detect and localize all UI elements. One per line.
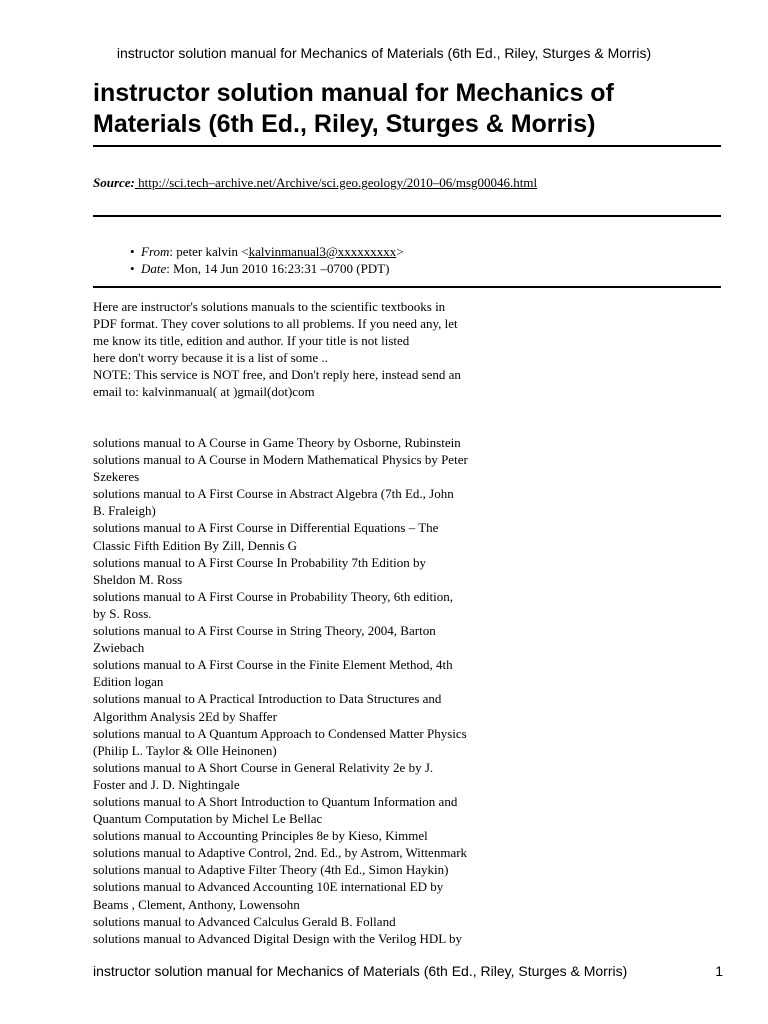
list-item-line: (Philip L. Taylor & Olle Heinonen) [93,742,277,758]
list-item-line: solutions manual to A First Course In Probability 7th Edition by [93,554,426,570]
list-item-line: Foster and J. D. Nightingale [93,776,240,792]
list-item-line: solutions manual to A Short Introduction to Quantum Information and [93,793,458,809]
source-link[interactable]: http://sci.tech–archive.net/Archive/sci.geo.geology/2010–06/msg00046.html [134,175,538,190]
intro-line: PDF format. They cover solutions to all problems. If you need any, let [93,316,458,331]
list-item-line: solutions manual to A First Course in Abstract Algebra (7th Ed., John [93,486,454,502]
list-item [93,827,513,844]
list-item-line: Quantum Computation by Michel Le Bellac [93,811,323,827]
from-end: > [396,244,404,259]
manual-list [93,434,513,947]
page-number: 1 [715,963,723,979]
footer-title: instructor solution manual for Mechanics of Materials (6th Ed., Riley, Sturges & Morris) [93,963,628,979]
bullet-icon: • [130,244,135,259]
list-item-line: Beams , Clement, Anthony, Lowensohn [93,896,300,912]
list-item-line: Classic Fifth Edition By Zill, Dennis G [93,537,298,553]
intro-line: here don't worry because it is a list of some .. [93,350,328,365]
meta-from [0,243,404,260]
intro-paragraph [93,298,513,400]
list-item-line: solutions manual to A First Course in String Theory, 2004, Barton [93,623,436,639]
meta-date [0,260,404,277]
list-item-line: B. Fraleigh) [93,503,156,519]
list-item-line: solutions manual to Accounting Principles 8e by Kieso, Kimmel [93,828,428,844]
list-item-line: solutions manual to A Practical Introduction to Data Structures and [93,691,442,707]
list-item [93,622,513,656]
intro-line: Here are instructor's solutions manuals to the scientific textbooks in [93,299,446,314]
message-meta [0,243,404,277]
date-label: Date [141,261,167,276]
list-item-line: solutions manual to A Quantum Approach to Condensed Matter Physics [93,725,467,741]
intro-line: email to: kalvinmanual( at )gmail(dot)com [93,384,315,399]
running-header: instructor solution manual for Mechanics of Materials (6th Ed., Riley, Sturges & Morris) [116,45,652,61]
list-item [93,451,513,485]
list-item [93,930,513,947]
list-item [93,759,513,793]
intro-line: NOTE: This service is NOT free, and Don't reply here, instead send an [93,367,461,382]
list-item [93,485,513,519]
divider [93,145,721,147]
title-line: Materials (6th Ed., Riley, Sturges & Morris) [93,110,596,138]
list-item-line: Szekeres [93,469,140,485]
list-item [93,725,513,759]
list-item-line: solutions manual to Advanced Calculus Gerald B. Folland [93,913,396,929]
list-item-line: solutions manual to A First Course in Differential Equations – The [93,520,439,536]
list-item [93,844,513,861]
list-item [93,913,513,930]
list-item [93,588,513,622]
list-item [93,690,513,724]
list-item [93,554,513,588]
source-line [93,175,537,191]
list-item [93,793,513,827]
list-item [93,434,513,451]
list-item-line: solutions manual to A Short Course in General Relativity 2e by J. [93,759,434,775]
date-value: : Mon, 14 Jun 2010 16:23:31 –0700 (PDT) [166,261,390,276]
list-item-line: solutions manual to A Course in Modern Mathematical Physics by Peter [93,452,468,468]
list-item-line: solutions manual to Advanced Digital Design with the Verilog HDL by [93,930,463,946]
list-item [93,656,513,690]
page-footer [93,963,723,979]
divider [93,286,721,288]
title-line: instructor solution manual for Mechanics of [93,79,614,107]
list-item-line: Edition logan [93,674,164,690]
list-item-line: Zwiebach [93,640,145,656]
list-item-line: solutions manual to A First Course in the Finite Element Method, 4th [93,657,453,673]
from-email-link[interactable]: kalvinmanual3@xxxxxxxxx [248,244,397,259]
from-name: : peter kalvin < [169,244,249,259]
list-item [93,878,513,912]
list-item-line: solutions manual to A Course in Game Theory by Osborne, Rubinstein [93,435,461,450]
divider [93,215,721,217]
list-item-line: by S. Ross. [93,605,152,621]
list-item-line: solutions manual to Adaptive Filter Theory (4th Ed., Simon Haykin) [93,862,449,878]
list-item-line: solutions manual to Advanced Accounting 10E international ED by [93,879,444,895]
list-item-line: solutions manual to Adaptive Control, 2nd. Ed., by Astrom, Wittenmark [93,845,468,861]
source-label: Source: [93,175,135,190]
intro-line: me know its title, edition and author. If your title is not listed [93,333,410,348]
list-item-line: Algorithm Analysis 2Ed by Shaffer [93,708,277,724]
list-item-line: solutions manual to A First Course in Probability Theory, 6th edition, [93,588,454,604]
list-item [93,861,513,878]
document-title [93,78,713,140]
bullet-icon: • [130,261,135,276]
list-item-line: Sheldon M. Ross [93,571,183,587]
from-label: From [141,244,170,259]
list-item [93,519,513,553]
